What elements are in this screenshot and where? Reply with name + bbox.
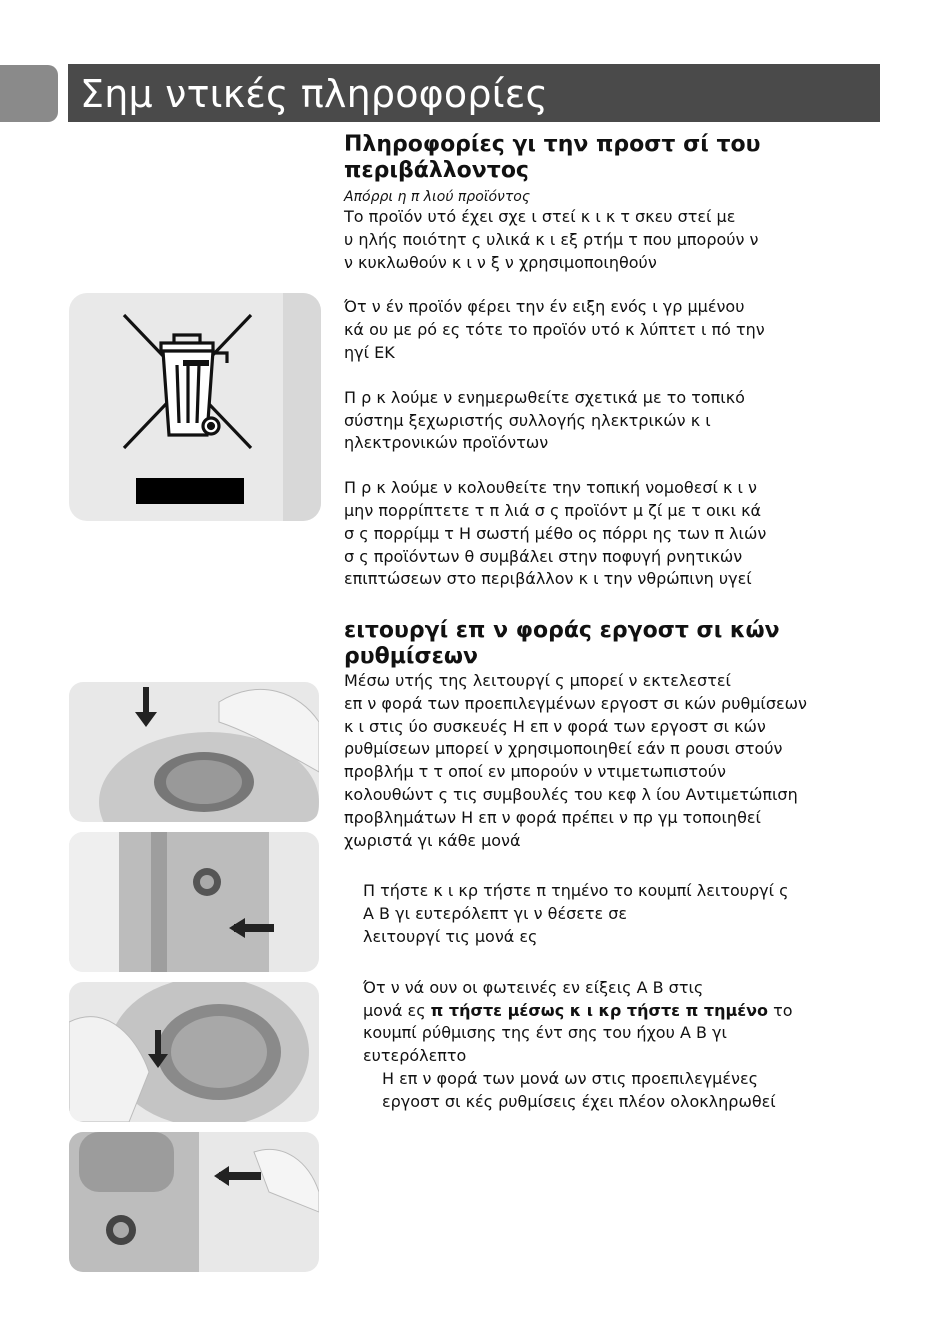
section-heading: ειτουργί επ ν φοράς εργοστ σι κών ρυθμίσεων (344, 618, 780, 669)
paragraph: Π ρ κ λούμε ν κολουθείτε την τοπική νομοθεσί κ ι ν μην πορρίπτετε τ π λιά σ ς προϊόντ μ ζί με τ οικι κά σ ς πορρίμμ τ Η σωστή μέθο ος πόρρι ης των π λιών σ ς προϊόντων θ συμβάλει στην ποφυγή ρνητικών επιπτώσεων στο περιβάλλον κ ι την νθρώπινη υγεί (344, 478, 767, 589)
photo-press-button (69, 682, 319, 822)
step-1: Π τήστε κ ι κρ τήστε π τημένο το κουμπί λειτουργί ς Α Β γι ευτερόλεπτ γι ν θέσετε σε λειτουργί τις μονά ες (363, 881, 789, 946)
paragraph: Μέσω υτής της λειτουργί ς μπορεί ν εκτελεστεί επ ν φορά των προεπιλεγμένων εργοστ σι κών ρυθμίσεων κ ι στις ύο συσκευές Η επ ν φορά των εργοστ σι κών ρυθμίσεων μπορεί ν χρησιμοποιηθεί εάν π ρουσι στούν προβλήμ τ τ οποί εν μπορούν ν ντιμετωπιστούν κολουθώντ ς τις συμβουλές του κεφ λ ίου Αντιμετώπιση προβλημάτων Η επ ν φορά πρέπει ν πρ γμ τοποιηθεί χωριστά γι κάθε μονά (344, 671, 807, 850)
crossed-bin-icon (69, 293, 321, 521)
section-heading: Πληροφορίες γι την προστ σί του περιβάλλοντος (344, 132, 761, 183)
paragraph: Ότ ν έν προϊόν φέρει την έν ειξη ενός ι γρ μμένου κά ου με ρό ες τότε το προϊόν υτό κ λύπτετ ι πό την ηγί ΕΚ (344, 297, 765, 362)
factory-reset-section (344, 618, 884, 1114)
page-title: Σημ ντικές πληροφορίες (80, 72, 548, 116)
step-3: Η επ ν φορά των μονά ων στις προεπιλεγμένες εργοστ σι κές ρυθμίσεις έχει πλέον ολοκληρωθεί (382, 1068, 776, 1111)
paragraph: Π ρ κ λούμε ν ενημερωθείτε σχετικά με το τοπικό σύστημ ξεχωριστής συλλογής ηλεκτρικών κ ι ηλεκτρονικών προϊόντων (344, 387, 745, 453)
photo-unit-leds (69, 1132, 319, 1272)
weee-symbol-panel (69, 293, 321, 521)
step-2: Ότ ν νά ουν οι φωτεινές εν είξεις Α Β στις μονά ες π τήστε μέσως κ ι κρ τήστε π τημένο το κουμπί ρύθμισης της έντ σης του ήχου Α Β γι ευτερόλεπτο (363, 977, 793, 1066)
paragraph: Το προϊόν υτό έχει σχε ι στεί κ ι κ τ σκευ στεί με υ ηλής ποιότητ ς υλικά κ ι εξ ρτήμ τ που μπορούν ν ν κυκλωθούν κ ι ν ξ ν χρησιμοποιηθούν (344, 207, 759, 272)
photo-hold-button (69, 982, 319, 1122)
photo-side-button (69, 832, 319, 972)
subheading: Απόρρι η π λιού προϊόντος (344, 189, 531, 205)
environment-section (344, 132, 884, 591)
section-tab (0, 65, 58, 122)
page-header (68, 64, 880, 122)
